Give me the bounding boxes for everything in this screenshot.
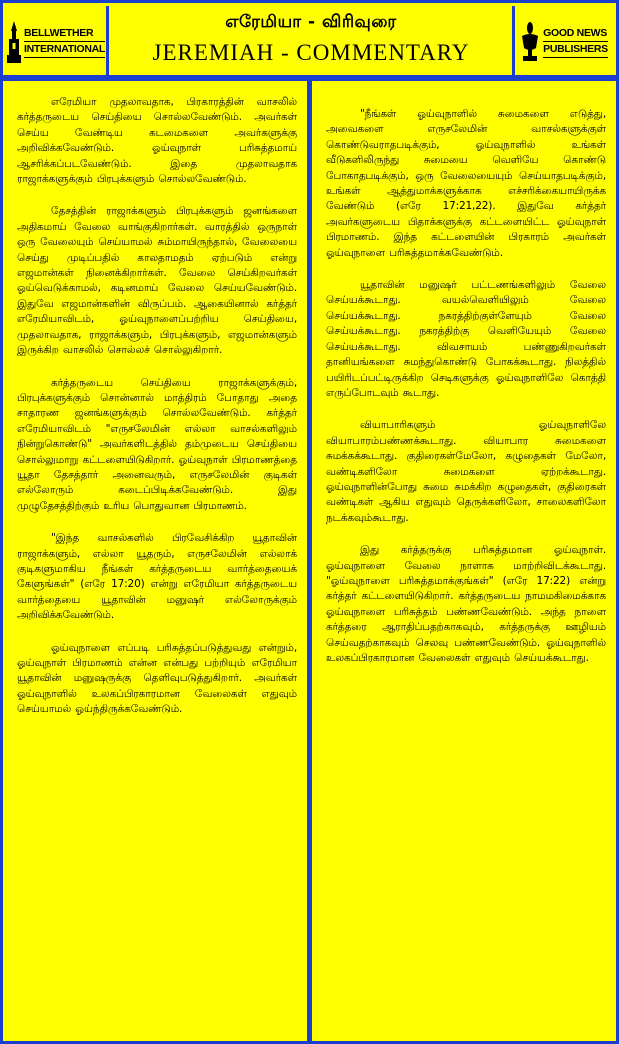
left-paragraph-2: தேசத்தின் ராஜாக்களும் பிரபுக்களும் ஜனங்களை அதிகமாய் வேலை வாங்குகிறார்கள். வாரத்தில் ஒருநாள் ஒரு வேலையும் செய்யாமல் சும்மாயிருந்தால், வேலையை செய்து முடிப்பதில் காலதாமதம் ஏற்படும் என்று எஜமான்கள் நினைக்கிறார்கள். வேலை செய்கிறவர்கள் ஓய்வெடுக்காமல், கடினமாய் வேலை செய்யவேண்டும். இதுவே எஜமான்களின் விருப்பம். ஆகையினால் கர்த்தர் எரேமியாவிடம், ஓய்வுநாளைப்பற்றிய செய்தியை, முதலாவதாக, ராஜாக்களும், பிரபுக்களும், எஜமான்களும் இருக்கிற வாசலில் சொல்லச் சொல்லுகிறார்.: [17, 205, 297, 357]
right-logo-line2: PUBLISHERS: [543, 42, 608, 58]
left-column: [0, 78, 310, 1044]
bellwether-logo: [6, 6, 109, 78]
lamp-icon: [520, 22, 540, 62]
good-news-logo: [512, 6, 613, 78]
right-logo-line1: GOOD NEWS: [543, 26, 608, 42]
header-bar: [0, 0, 619, 78]
right-paragraph-1: "நீங்கள் ஓய்வுநாளில் சுமைகளை எடுத்து, அவைகளை எருசலேமின் வாசல்களுக்குள் கொண்டுவராதபடிக்கும், ஓய்வுநாளில் உங்கள் வீடுகளிலிருந்து சுமையை வெளியே கொண்டு போகாதபடிக்கும், ஒரு வேலையையும் செய்யாதபடிக்கும், உங்கள் ஆத்துமாக்களுக்காக எச்சரிக்கையாயிருக்க வேண்டும் (எரே 17:21,22). இதுவே கர்த்தர் அவர்களுடைய பிதாக்களுக்கு கட்டளையிட்ட ஓய்வுநாள் பிரமாணம். இந்த கட்டளையின் பிரகாரம் அவர்கள் ஓய்வுநாளை பரிசுத்தமாக்கவேண்டும்.: [326, 108, 606, 259]
right-paragraph-3: வியாபாரிகளும் ஓய்வுநாளிலே வியாபாரம்பண்ணக்கூடாது. வியாபார சுமைகளை சுமக்கக்கூடாது. குதிரைகள்மேலோ, கழுதைகள் மேலோ, வண்டிகளிலோ சுமைகளை ஏற்றக்கூடாது. ஓய்வுநாளின்போது சுமை சுமக்கிற கழுதைகள், குதிரைகள் வண்டிகள் ஆகிய எதுவும் தெருக்களிலோ, சாலைகளிலோ நடக்கவும்கூடாது.: [326, 419, 606, 524]
left-paragraph-3: கர்த்தருடைய செய்தியை ராஜாக்களுக்கும், பிரபுக்களுக்கும் சொன்னால் மாத்திரம் போதாது அதை சாதாரண ஜனங்களுக்கும் சொல்லவேண்டும். கர்த்தர் எரேமியாவிடம் "எருசலேமின் எல்லா வாசல்களிலும் நின்றுகொண்டு" அவர்களிடத்தில் தம்முடைய செய்தியை சொல்லுமாறு கட்டளையிடுகிறார். ஓய்வுநாள் பிரமாணத்தை யூதா தேசத்தார் அனைவரும், எருசலேமின் குடிகள் எல்லோரும் கடைப்பிடிக்கவேண்டும். இது முழுதேசத்திற்கும் உரிய பொதுவான பிரமாணம்.: [17, 376, 297, 512]
left-paragraph-5: ஓய்வுநாளை எப்படி பரிசுத்தப்படுத்துவது என்றும், ஓய்வுநாள் பிரமாணம் என்ன என்பது பற்றியும் எரேமியா யூதாவின் மனுஷருக்கு தெளிவுபடுத்துகிறார். அவர்கள் ஓய்வுநாளில் உலகப்பிரகாரமான வேலைகள் எதுவும் செய்யாமல் ஓய்ந்திருக்கவேண்டும்.: [17, 641, 297, 716]
left-logo-line2: INTERNATIONAL: [24, 42, 105, 58]
right-paragraph-2: யூதாவின் மனுஷர் பட்டணங்களிலும் வேலை செய்யக்கூடாது. வயல்வெளியிலும் வேலை செய்யக்கூடாது. நகரத்திற்குள்ளேயும் வேலை செய்யக்கூடாது. நகரத்திற்கு வெளியேயும் வேலை செய்யக்கூடாது. விவசாயம் பண்ணுகிறவர்கள் தானியங்களை சுமந்துகொண்டு போகக்கூடாது. நிலத்தில் பயிரிடப்பட்டிருக்கிற செடிகளுக்கு ஓய்வுநாளிலே கொத்தி எருப்போடவும் கூடாது.: [326, 279, 606, 399]
left-logo-line1: BELLWETHER: [24, 26, 105, 42]
right-column: [309, 78, 619, 1044]
tower-icon: [7, 21, 21, 63]
left-paragraph-1: எரேமியா முதலாவதாக, பிரகாரத்தின் வாசலில் கர்த்தருடைய செய்தியை சொல்லவேண்டும். அவர்கள் செய்ய வேண்டிய கடமைகளை அவர்களுக்கு அறிவிக்கவேண்டும். ஓய்வுநாள் பரிசுத்தமாய் ஆசரிக்கப்படவேண்டும். இதை முதலாவதாக ராஜாக்களுக்கும் பிரபுக்களும் சொல்லவேண்டும்.: [17, 96, 297, 186]
left-paragraph-4: "இந்த வாசல்களில் பிரவேசிக்கிற யூதாவின் ராஜாக்களும், எல்லா யூதரும், எருசலேமின் எல்லாக் குடிகளுமாகிய நீங்கள் கர்த்தருடைய வார்த்தையைக் கேளுங்கள்" (எரே 17:20) என்று எரேமியா கர்த்தருடைய வார்த்தையை யூதாவின் மனுஷர் எல்லோருக்கும் அறிவிக்கவேண்டும்.: [17, 532, 297, 622]
title-tamil: எரேமியா - விரிவுரை: [225, 12, 397, 32]
title-block: [109, 6, 513, 78]
right-paragraph-4: இது கர்த்தருக்கு பரிசுத்தமான ஓய்வுநாள். ஓய்வுநாளை வேலை நாளாக மாற்றிவிடக்கூடாது. "ஓய்வுநாளை பரிசுத்தமாக்குங்கள்" (எரே 17:22) என்று கர்த்தர் கட்டளையிடுகிறார். கர்த்தருடைய நாமமகிமைக்காக ஓய்வுநாளை பரிசுத்தம் பண்ணவேண்டும். அந்த நாளை கர்த்தரை ஆராதிப்பதற்காகவும், கர்த்தருக்கு ஊழியம் செய்வதற்காகவும் செலவு பண்ணவேண்டும். ஓய்வுநாளில் உலகப்பிரகாரமான வேலைகள் எதுவும் செய்யக்கூடாது.: [326, 544, 606, 664]
title-english: JEREMIAH - COMMENTARY: [152, 40, 470, 65]
